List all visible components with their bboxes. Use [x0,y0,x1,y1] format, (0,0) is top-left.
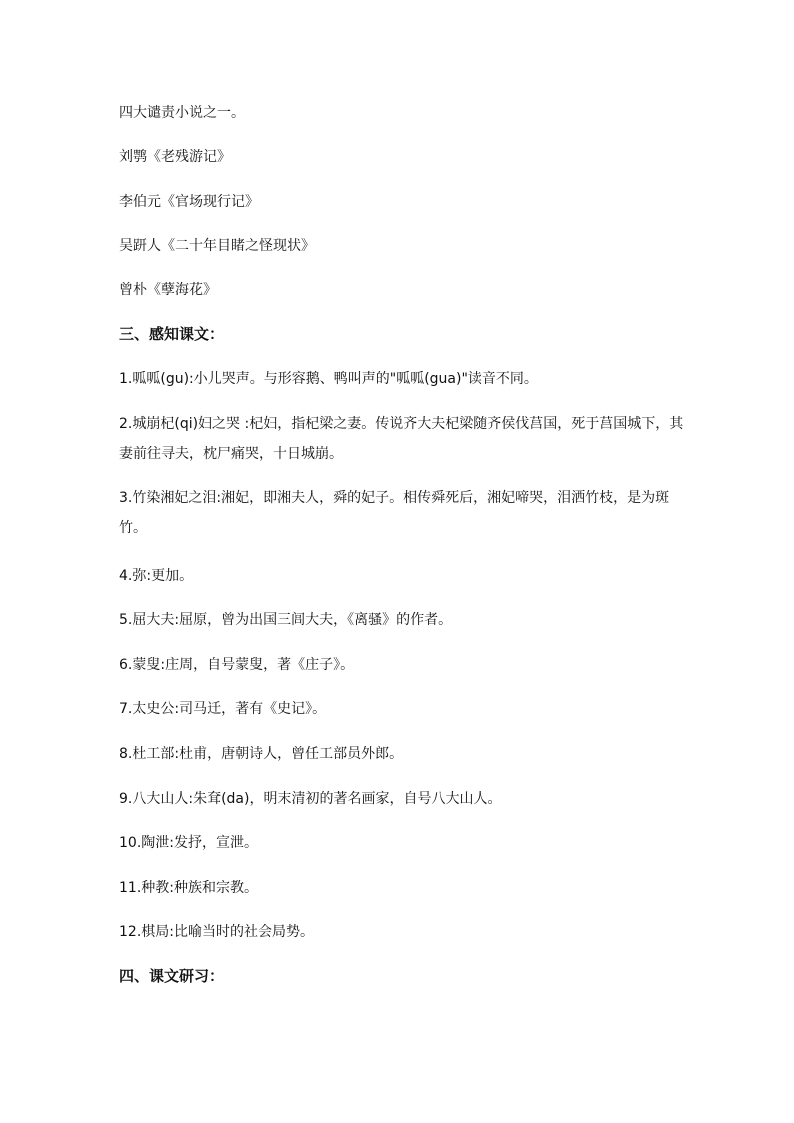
annotation-item: 5.屈大夫:屈原，曾为出国三闾大夫，《离骚》的作者。 [119,612,453,628]
section-heading: 三、感知课文： [119,325,225,343]
novel-item: 刘鹗《老残游记》 [119,149,231,165]
annotation-item: 9.八大山人:朱耷(da)，明末清初的著名画家，自号八大山人。 [119,791,502,807]
annotation-item: 4.弥:更加。 [119,568,194,584]
annotation-item: 7.太史公:司马迁，著有《史记》。 [119,701,327,717]
novel-item: 曾朴《孽海花》 [119,282,217,298]
section-heading: 四、课文研习： [119,967,225,985]
annotation-item: 6.蒙叟:庄周，自号蒙叟，著《庄子》。 [119,657,355,673]
annotation-item: 8.杜工部:杜甫，唐朝诗人，曾任工部员外郎。 [119,746,404,762]
annotation-item: 3.竹染湘妃之泪:湘妃，即湘夫人，舜的妃子。相传舜死后，湘妃啼哭，泪洒竹枝，是为斑竹。 [119,490,670,536]
annotation-item: 10.陶泄:发抒，宣泄。 [119,835,258,851]
annotation-item: 12.棋局:比喻当时的社会局势。 [119,924,314,940]
annotation-item: 11.种教:种族和宗教。 [119,880,258,896]
annotation-item: 2.城崩杞(qi)妇之哭 :杞妇，指杞梁之妻。传说齐大夫杞梁随齐侯伐莒国，死于莒国城下，其妻前往寻夫，枕尸痛哭，十日城崩。 [119,416,684,462]
novel-item: 李伯元《官场现行记》 [119,194,259,210]
annotation-item: 1.呱呱(gu):小儿哭声。与形容鹅、鸭叫声的"呱呱(gua)"读音不同。 [119,371,538,387]
novel-item: 吴趼人《二十年目睹之怪现状》 [119,238,315,254]
intro-text: 四大谴责小说之一。 [119,105,245,121]
